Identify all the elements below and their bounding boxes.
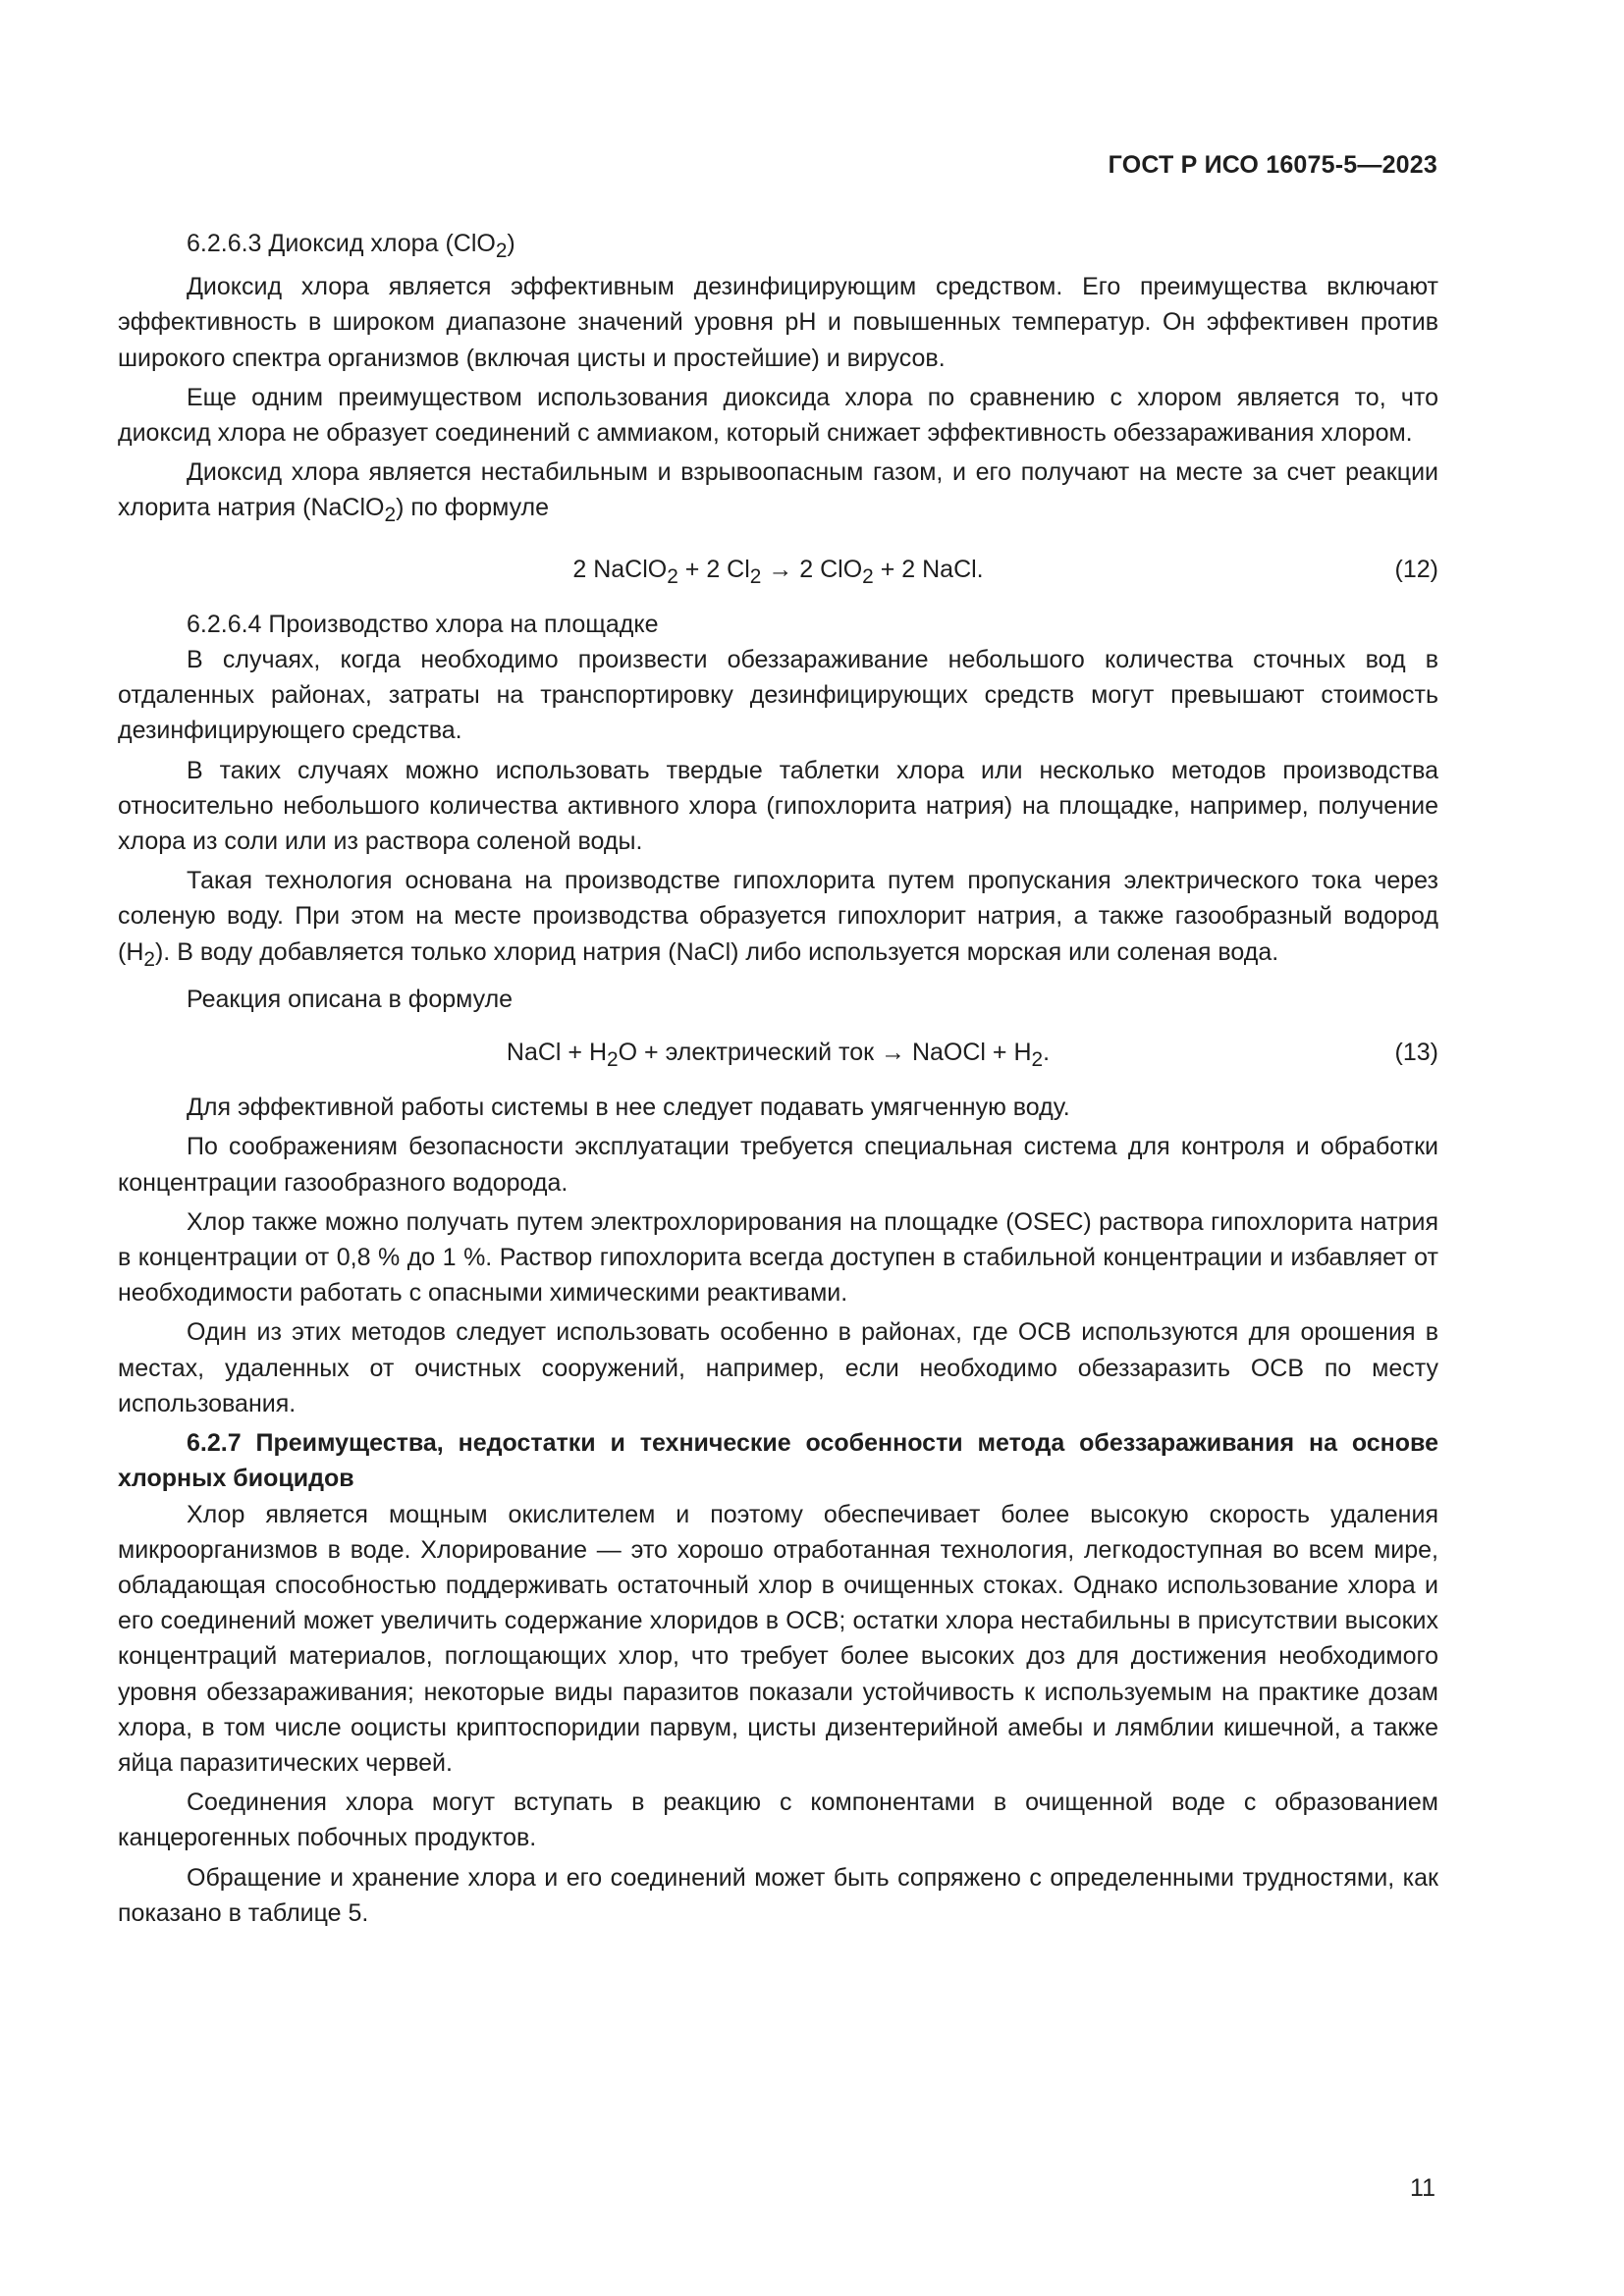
paragraph: В случаях, когда необходимо произвести обеззараживание небольшого количества сточных вод в отдаленных районах, затраты на транспортировку дезинфицирующих средств могут превышают стоимость дезинфицирующего средства. (118, 646, 1438, 745)
section-6-2-6-4-title: 6.2.6.4 Производство хлора на площадке (187, 610, 659, 638)
document-body (118, 226, 1438, 1935)
paragraph: Диоксид хлора является нестабильным и взрывоопасным газом, и его получают на месте за счет реакции хлорита натрия (NaClO$_2$) по формуле (118, 458, 1438, 527)
formula-13: NaCl + $H_2O$ + электрический ток → NaOCl + $H_2$. (13) (118, 1035, 1438, 1078)
paragraph: В таких случаях можно использовать твердые таблетки хлора или несколько методов производства относительно небольшого количества активного хлора (гипохлорита натрия) на площадке, например, получение хлора из соли или из раствора соленой воды. (118, 756, 1438, 856)
paragraph: Диоксид хлора является эффективным дезинфицирующим средством. Его преимущества включают эффективность в широком диапазоне значений уровня pH и повышенных температур. Он эффективен против широкого спектра организмов (включая цисты и простейшие) и вирусов. (118, 273, 1438, 372)
paragraph: Один из этих методов следует использовать особенно в районах, где ОСВ используются для орошения в местах, удаленных от очистных сооружений, например, если необходимо обеззаразить ОСВ по месту использования. (118, 1318, 1438, 1417)
paragraph: Хлор является мощным окислителем и поэтому обеспечивает более высокую скорость удаления микроорганизмов в воде. Хлорирование — это хорошо отработанная технология, легкодоступная во всем мире, обладающая способностью поддерживать остаточный хлор в очищенных стоках. Однако использование хлора и его соединений может увеличить содержание хлоридов в ОСВ; остатки хлора нестабильны в присутствии высоких концентраций материалов, поглощающих хлор, что требует более высоких доз для достижения необходимого уровня обеззараживания; некоторые виды паразитов показали устойчивость к используемым на практике дозам хлора, в том числе ооцисты криптоспоридии парвум, цисты дизентерийной амебы и лямблии кишечной, а также яйца паразитических червей. (118, 1500, 1438, 1777)
section-6-2-6-3-title: 6.2.6.3 Диоксид хлора (ClO$_2$) (187, 230, 515, 262)
section-6-2-7-title: 6.2.7 Преимущества, недостатки и технические особенности метода обеззараживания на основе хлорных биоцидов (118, 1429, 1438, 1493)
paragraph: Такая технология основана на производстве гипохлорита путем пропускания электрического тока через соленую воду. При этом на месте производства образуется гипохлорит натрия, а также газообразный водород $(H_2)$. В воду добавляется только хлорид натрия (NaCl) либо используется морская или соленая вода. (118, 867, 1438, 971)
formula-12: 2 NaClO$_2$ + 2 $Cl_2 \to 2$ ClO$_2$ + 2 NaCl. (12) (118, 552, 1438, 595)
page-number: 11 (1410, 2174, 1435, 2202)
paragraph: Обращение и хранение хлора и его соединений может быть сопряжено с определенными трудностями, как показано в таблице 5. (118, 1863, 1438, 1927)
paragraph: Для эффективной работы системы в нее следует подавать умягченную воду. (187, 1094, 1070, 1122)
paragraph: Еще одним преимуществом использования диоксида хлора по сравнению с хлором является то, что диоксид хлора не образует соединений с аммиаком, который снижает эффективность обеззараживания хлором. (118, 383, 1438, 448)
formula-number: (12) (1394, 555, 1438, 583)
paragraph: Хлор также можно получать путем электрохлорирования на площадке (OSEC) раствора гипохлорита натрия в концентрации от 0,8 % до 1 %. Раствор гипохлорита всегда доступен в стабильной концентрации и избавляет от необходимости работать с опасными химическими реактивами. (118, 1207, 1438, 1308)
paragraph: Реакция описана в формуле (187, 985, 514, 1013)
formula-number: (13) (1394, 1039, 1438, 1067)
paragraph: По соображениям безопасности эксплуатации требуется специальная система для контроля и обработки концентрации газообразного водорода. (118, 1133, 1438, 1197)
paragraph: Соединения хлора могут вступать в реакцию с компонентами в очищенной воде с образованием канцерогенных побочных продуктов. (118, 1789, 1438, 1852)
document-id: ГОСТ Р ИСО 16075-5—2023 (1108, 151, 1437, 179)
